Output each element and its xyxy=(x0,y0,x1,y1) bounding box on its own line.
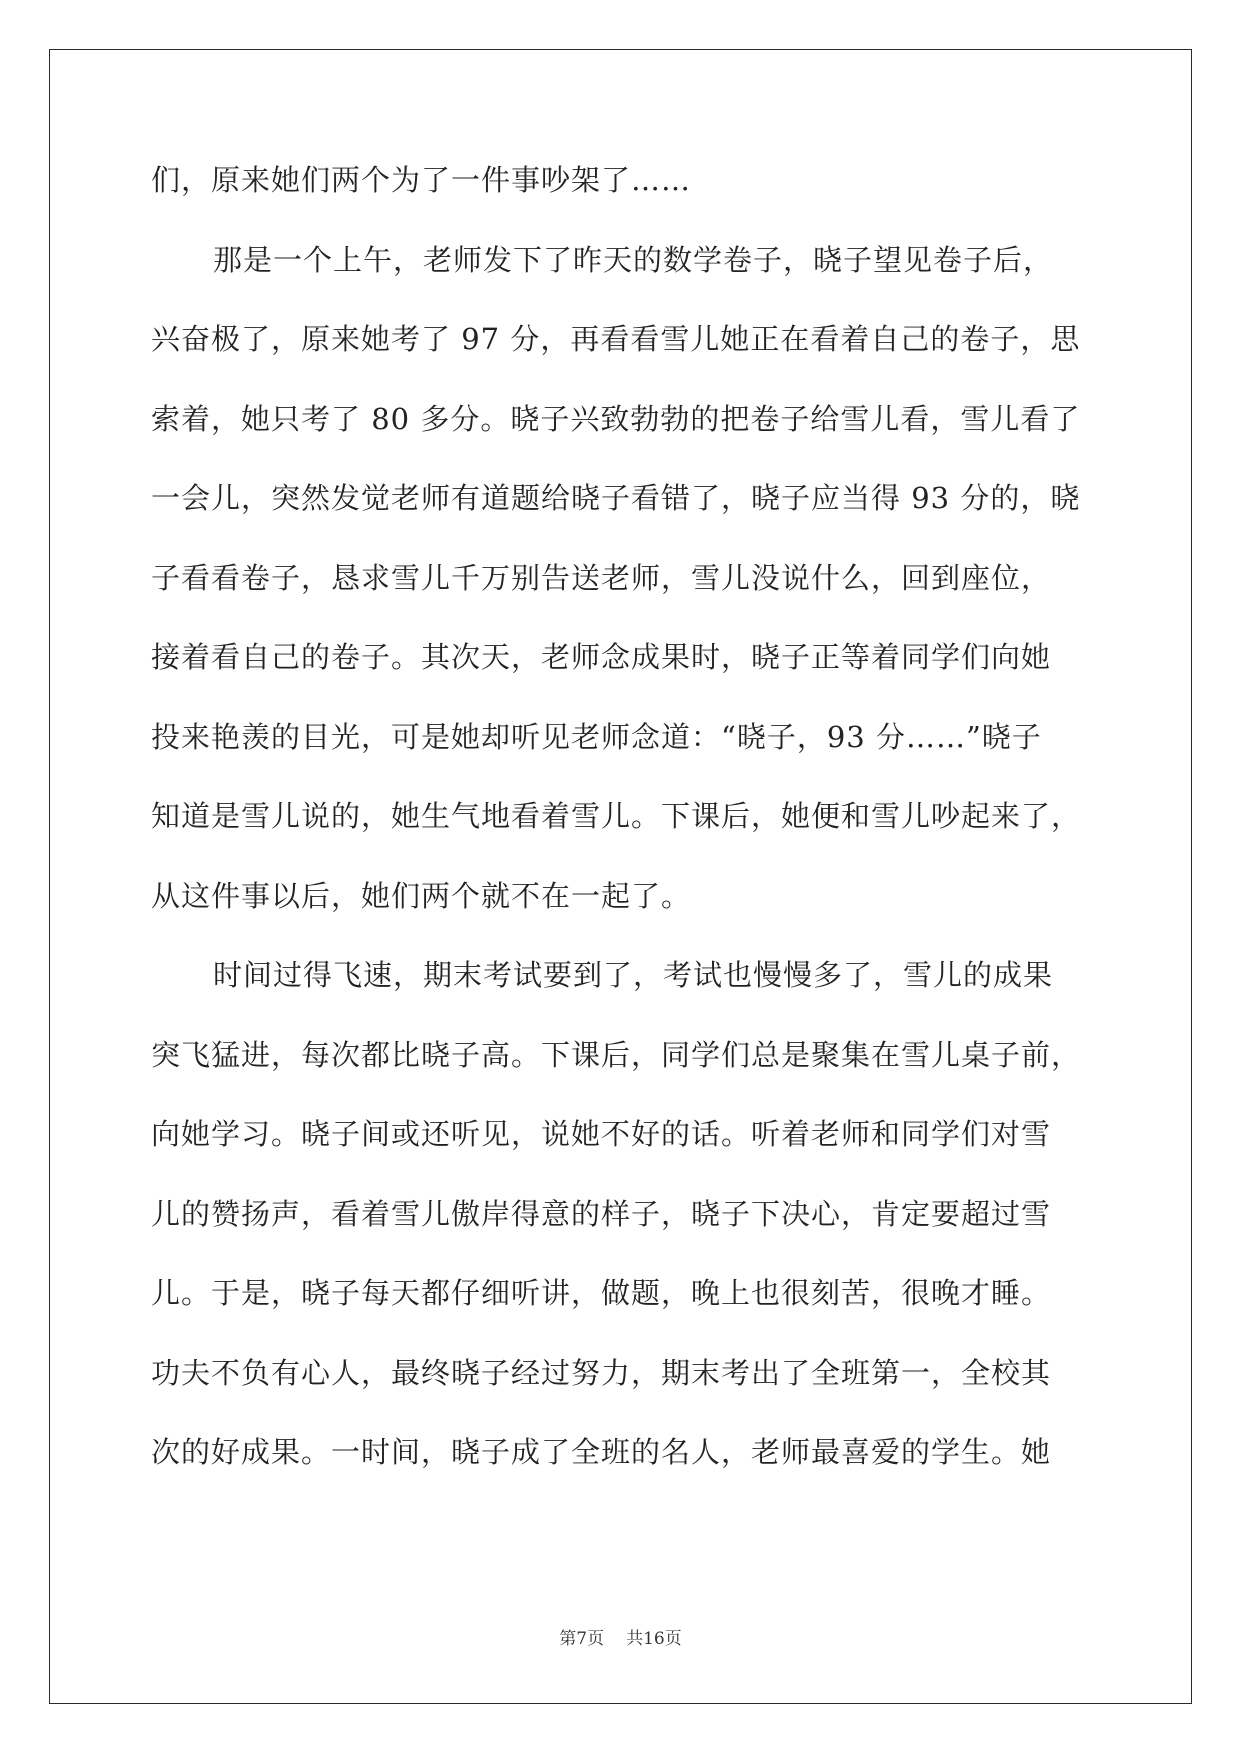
page-number: 第7页 xyxy=(559,1629,605,1649)
text-line: 们，原来她们两个为了一件事吵架了…… xyxy=(151,163,692,197)
text-line: 一会儿，突然发觉老师有道题给晓子看错了，晓子应当得 93 分的，晓 xyxy=(151,481,1081,515)
text-line-paragraph-start: 时间过得飞速，期末考试要到了，考试也慢慢多了，雪儿的成果 xyxy=(213,958,1054,992)
text-line: 儿的赞扬声，看着雪儿傲岸得意的样子，晓子下决心，肯定要超过雪 xyxy=(151,1196,1052,1231)
text-line: 向她学习。晓子间或还听见，说她不好的话。听着老师和同学们对雪 xyxy=(151,1117,1052,1151)
text-line: 突飞猛进，每次都比晓子高。下课后，同学们总是聚集在雪儿桌子前， xyxy=(151,1037,1082,1072)
text-line: 兴奋极了，原来她考了 97 分，再看看雪儿她正在看着自己的卷子，思 xyxy=(151,322,1081,356)
page-total: 共16页 xyxy=(626,1629,682,1649)
text-line: 投来艳羡的目光，可是她却听见老师念道：“晓子，93 分……”晓子 xyxy=(151,719,1042,754)
text-line: 知道是雪儿说的，她生气地看着雪儿。下课后，她便和雪儿吵起来了， xyxy=(151,799,1082,833)
text-line-paragraph-start: 那是一个上午，老师发下了昨天的数学卷子，晓子望见卷子后， xyxy=(213,242,1054,277)
text-line: 从这件事以后，她们两个就不在一起了。 xyxy=(151,878,692,913)
text-line: 索着，她只考了 80 多分。晓子兴致勃勃的把卷子给雪儿看，雪儿看了 xyxy=(151,401,1081,436)
page-footer xyxy=(0,1628,1241,1650)
text-line: 接着看自己的卷子。其次天，老师念成果时，晓子正等着同学们向她 xyxy=(151,640,1052,674)
text-line: 次的好成果。一时间，晓子成了全班的名人，老师最喜爱的学生。她 xyxy=(151,1435,1052,1469)
text-line: 儿。于是，晓子每天都仔细听讲，做题，晚上也很刻苦，很晚才睡。 xyxy=(151,1276,1052,1310)
body-text xyxy=(151,162,1096,1514)
text-line: 功夫不负有心人，最终晓子经过努力，期末考出了全班第一，全校其 xyxy=(151,1355,1052,1390)
text-line: 子看看卷子，恳求雪儿千万别告送老师，雪儿没说什么，回到座位， xyxy=(151,560,1052,595)
